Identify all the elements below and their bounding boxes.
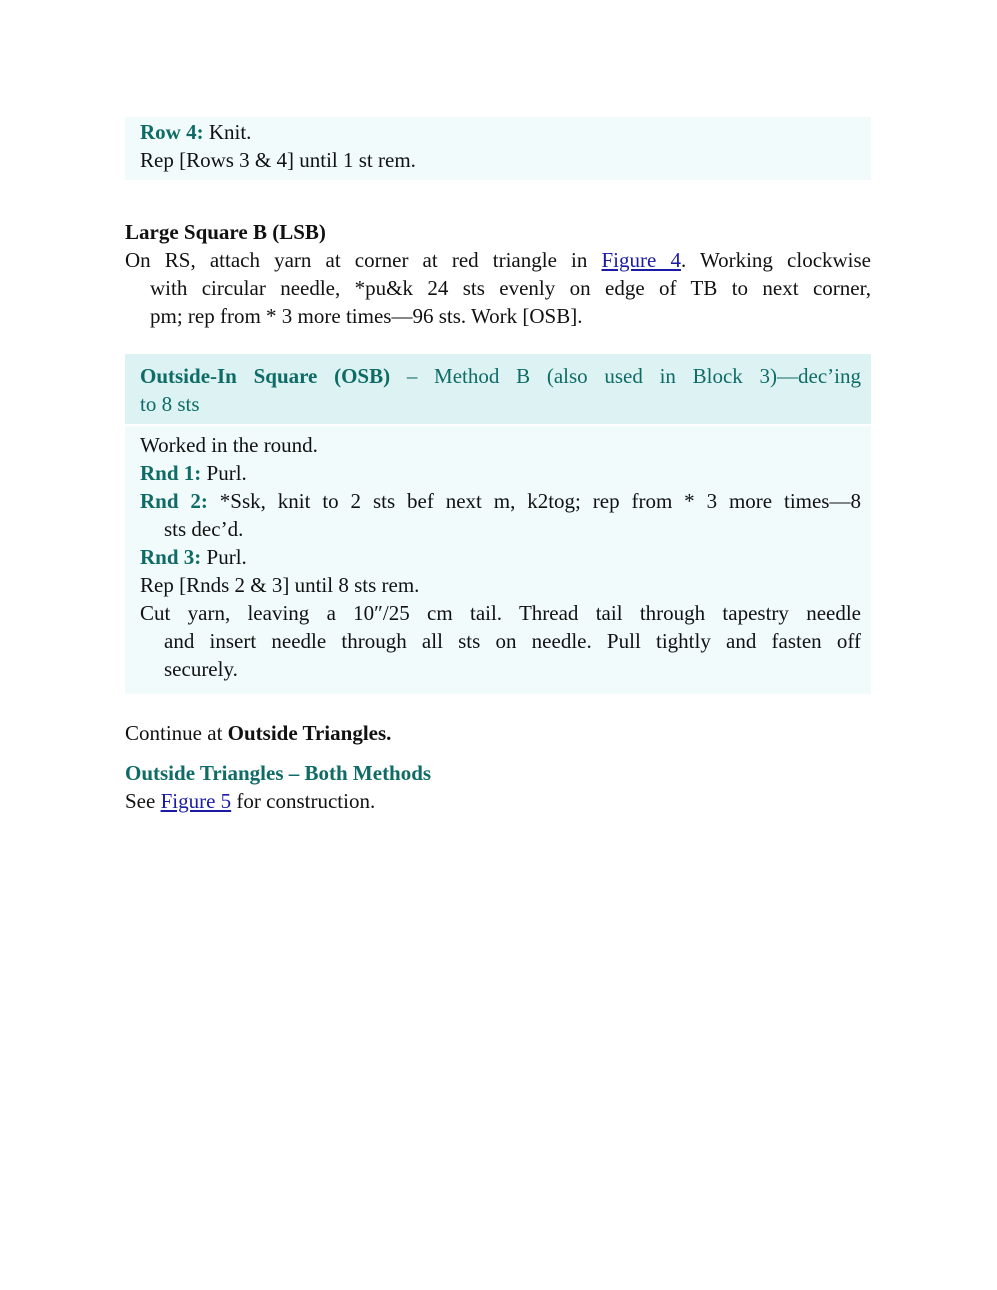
outside-triangles-heading: Outside Triangles – Both Methods: [125, 761, 432, 785]
rep-rows-line: Rep [Rows 3 & 4] until 1 st rem.: [140, 148, 416, 172]
osb-heading-box: [125, 354, 871, 424]
lsb-line-1: [125, 246, 871, 274]
figure-4-link[interactable]: Figure 4: [601, 248, 681, 272]
lsb-heading: Large Square B (LSB): [125, 220, 326, 244]
lsb-line-3: pm; rep from * 3 more times—96 sts. Work [OSB].: [150, 304, 583, 328]
rnd2-text: *Ssk, knit to 2 sts bef next m, k2tog; rep from * 3 more times—8: [207, 489, 861, 513]
continue-text: Continue at: [125, 721, 228, 745]
cut-yarn-line-1: Cut yarn, leaving a 10″/25 cm tail. Thread tail through tapestry needle: [140, 601, 861, 625]
osb-heading-line-2: to 8 sts: [140, 392, 200, 416]
rows-instruction-box: [125, 117, 871, 180]
row4-label: Row 4:: [140, 120, 204, 144]
cut-yarn-line-3: securely.: [164, 657, 238, 681]
osb-heading-line-1: [140, 362, 861, 390]
figure-5-link[interactable]: Figure 5: [160, 789, 232, 813]
ot-text-start: See: [125, 789, 161, 813]
rep-rnds-line: Rep [Rnds 2 & 3] until 8 sts rem.: [140, 573, 420, 597]
rnd1-line: [140, 459, 861, 487]
rnd3-text: Purl.: [201, 545, 247, 569]
osb-intro: Worked in the round.: [140, 433, 318, 457]
cut-yarn-line-2: and insert needle through all sts on needle. Pull tightly and fasten off: [164, 629, 861, 653]
rnd1-label: Rnd 1:: [140, 461, 202, 485]
lsb-line-1-end: . Working clockwise: [680, 248, 872, 272]
outside-triangles-text: [125, 787, 375, 815]
lsb-line-2: with circular needle, *pu&k 24 sts evenly on edge of TB to next corner,: [150, 276, 871, 300]
rnd2-line: [140, 487, 861, 515]
rnd2-continuation: sts dec’d.: [164, 517, 244, 541]
osb-title: Outside-In Square (OSB): [140, 364, 391, 388]
continue-target: Outside Triangles.: [227, 721, 392, 745]
osb-title-rest: – Method B (also used in Block 3)—dec’ing: [390, 364, 861, 388]
row4-line: [140, 118, 856, 146]
rnd3-label: Rnd 3:: [140, 545, 202, 569]
rnd2-label: Rnd 2:: [140, 489, 208, 513]
rnd3-line: [140, 543, 861, 571]
lsb-paragraph: [125, 246, 871, 330]
rnd1-text: Purl.: [201, 461, 247, 485]
osb-instructions-box: [125, 426, 871, 694]
lsb-line-1-start: On RS, attach yarn at corner at red triangle in: [125, 248, 602, 272]
ot-text-end: for construction.: [231, 789, 376, 813]
continue-line: [125, 719, 391, 747]
row4-text: Knit.: [203, 120, 252, 144]
